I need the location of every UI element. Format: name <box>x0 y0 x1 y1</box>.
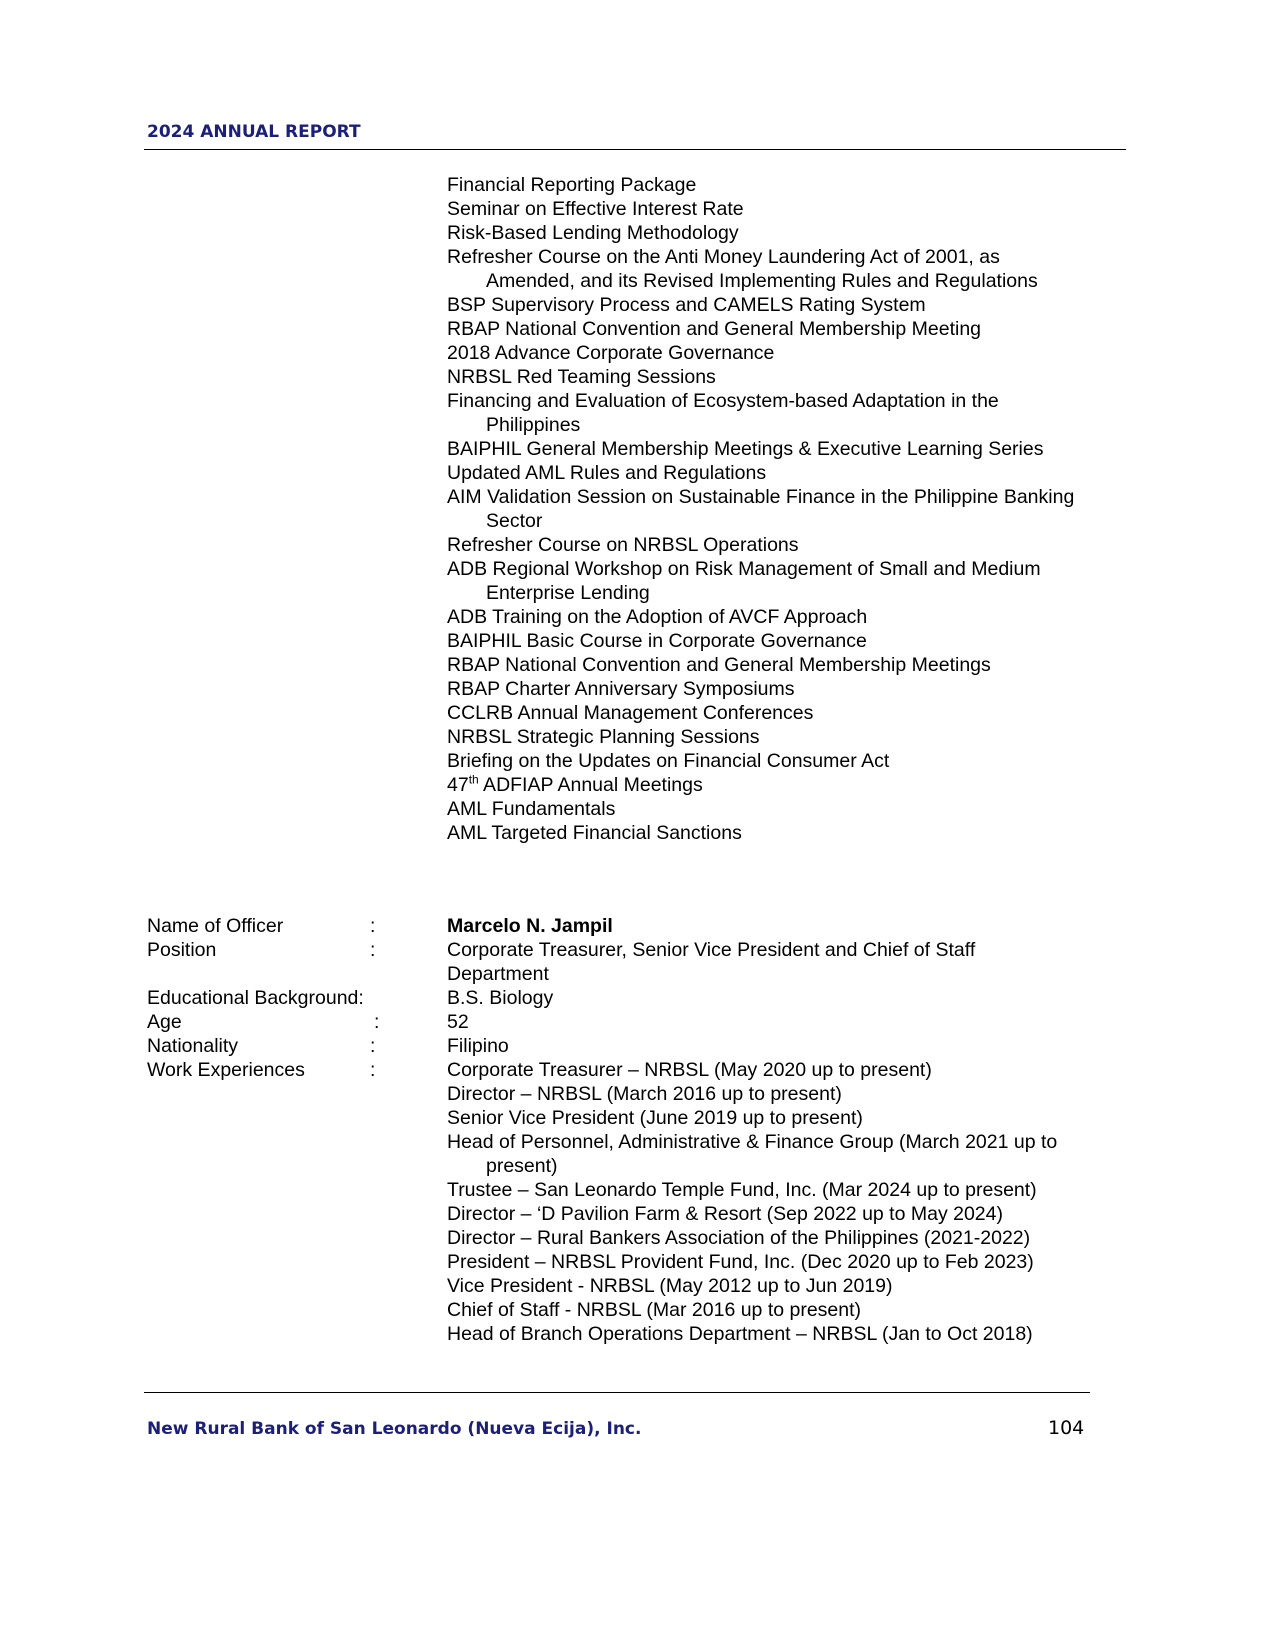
age-value: 52 <box>447 1011 469 1033</box>
list-item <box>447 365 1147 389</box>
officer-name-row <box>147 914 1147 938</box>
list-item <box>447 173 1147 197</box>
list-item-text: Senior Vice President (June 2019 up to present) <box>447 1107 863 1129</box>
report-header-title: 2024 ANNUAL REPORT <box>147 122 361 142</box>
list-item <box>447 341 1147 365</box>
list-item-text: ADB Training on the Adoption of AVCF Approach <box>447 606 868 628</box>
list-item <box>447 557 1147 605</box>
list-item <box>447 389 1147 437</box>
officer-profile <box>147 914 1147 1082</box>
list-item-text: RBAP National Convention and General Membership Meeting <box>447 318 982 340</box>
list-item-text: Updated AML Rules and Regulations <box>447 462 767 484</box>
work-label: Work Experiences <box>147 1059 305 1081</box>
page-number: 104 <box>1048 1417 1085 1439</box>
education-label: Educational Background: <box>147 987 364 1009</box>
education-row <box>147 986 1147 1010</box>
header-rule <box>144 149 1126 150</box>
list-item-text: Director – NRBSL (March 2016 up to present) <box>447 1083 842 1105</box>
list-item-text: Director – Rural Bankers Association of the Philippines (2021-2022) <box>447 1227 1031 1249</box>
list-item-text: BAIPHIL Basic Course in Corporate Governance <box>447 630 867 652</box>
list-item-text: Head of Personnel, Administrative & Finance Group (March 2021 up to <box>447 1131 1058 1153</box>
list-item-continuation: Philippines <box>486 414 581 436</box>
list-item <box>447 437 1147 461</box>
education-colon-spacer <box>370 986 447 1010</box>
list-item <box>447 221 1147 245</box>
position-label: Position <box>147 939 217 961</box>
list-item-text: Head of Branch Operations Department – NRBSL (Jan to Oct 2018) <box>447 1323 1033 1345</box>
nationality-colon: : <box>370 1035 376 1057</box>
list-item-text: Risk-Based Lending Methodology <box>447 222 739 244</box>
list-item-text: CCLRB Annual Management Conferences <box>447 702 814 724</box>
list-item-text: AML Fundamentals <box>447 798 616 820</box>
training-list <box>447 173 1147 845</box>
list-item-text: Director – ‘D Pavilion Farm & Resort (Sep 2022 up to May 2024) <box>447 1203 1003 1225</box>
list-item <box>447 1250 1147 1274</box>
ordinal-suffix: th <box>468 772 479 787</box>
list-item <box>447 1202 1147 1226</box>
adfiap-text: ADFIAP Annual Meetings <box>478 774 703 796</box>
list-item <box>447 629 1147 653</box>
list-item <box>447 821 1147 845</box>
list-item-text: Briefing on the Updates on Financial Consumer Act <box>447 750 890 772</box>
list-item-continuation: Sector <box>486 510 543 532</box>
list-item-text: Financing and Evaluation of Ecosystem-based Adaptation in the <box>447 390 999 412</box>
list-item-continuation: Amended, and its Revised Implementing Rules and Regulations <box>486 270 1038 292</box>
list-item <box>447 1178 1147 1202</box>
name-colon: : <box>370 915 376 937</box>
work-colon: : <box>370 1059 376 1081</box>
education-value: B.S. Biology <box>447 987 554 1009</box>
list-item <box>447 461 1147 485</box>
position-colon: : <box>370 939 376 961</box>
nationality-row <box>147 1034 1147 1058</box>
list-item <box>447 1274 1147 1298</box>
list-item-text: BAIPHIL General Membership Meetings & Executive Learning Series <box>447 438 1044 460</box>
list-item <box>447 701 1147 725</box>
footer-bank-name: New Rural Bank of San Leonardo (Nueva Ecija), Inc. <box>147 1419 642 1439</box>
list-item <box>447 197 1147 221</box>
list-item <box>447 797 1147 821</box>
list-item-text: Vice President - NRBSL (May 2012 up to Jun 2019) <box>447 1275 893 1297</box>
list-item <box>447 653 1147 677</box>
position-line-1: Corporate Treasurer, Senior Vice President and Chief of Staff <box>447 939 976 961</box>
list-item <box>447 245 1147 293</box>
list-item <box>447 533 1147 557</box>
list-item <box>447 773 1147 797</box>
list-item <box>447 1082 1147 1106</box>
footer-rule <box>144 1392 1090 1393</box>
adfiap-number: 47 <box>447 774 469 796</box>
list-item-text: 2018 Advance Corporate Governance <box>447 342 775 364</box>
list-item <box>447 677 1147 701</box>
list-item <box>447 1106 1147 1130</box>
list-item-text: Refresher Course on NRBSL Operations <box>447 534 799 556</box>
list-item-text: Refresher Course on the Anti Money Laundering Act of 2001, as <box>447 246 1000 268</box>
list-item-text: Corporate Treasurer – NRBSL (May 2020 up to present) <box>447 1059 932 1081</box>
age-label: Age <box>147 1011 182 1033</box>
name-label: Name of Officer <box>147 915 284 937</box>
list-item <box>447 485 1147 533</box>
list-item-text: NRBSL Strategic Planning Sessions <box>447 726 760 748</box>
age-colon: : <box>374 1011 380 1033</box>
list-item-text: AML Targeted Financial Sanctions <box>447 822 742 844</box>
list-item-text: AIM Validation Session on Sustainable Finance in the Philippine Banking <box>447 486 1075 508</box>
position-line-2: Department <box>447 963 549 985</box>
officer-name: Marcelo N. Jampil <box>447 915 613 937</box>
list-item-text: BSP Supervisory Process and CAMELS Rating System <box>447 294 926 316</box>
list-item-text: RBAP Charter Anniversary Symposiums <box>447 678 795 700</box>
nationality-label: Nationality <box>147 1035 239 1057</box>
list-item-text: Chief of Staff - NRBSL (Mar 2016 up to present) <box>447 1299 862 1321</box>
list-item <box>447 317 1147 341</box>
position-row <box>147 938 1147 986</box>
list-item-continuation: Enterprise Lending <box>486 582 650 604</box>
work-experience-list <box>447 1058 1147 1346</box>
list-item-text: President – NRBSL Provident Fund, Inc. (Dec 2020 up to Feb 2023) <box>447 1251 1034 1273</box>
list-item <box>447 1298 1147 1322</box>
list-item <box>447 605 1147 629</box>
list-item <box>447 1226 1147 1250</box>
age-row <box>147 1010 1147 1034</box>
list-item-text: NRBSL Red Teaming Sessions <box>447 366 716 388</box>
list-item-text: Financial Reporting Package <box>447 174 697 196</box>
list-item <box>447 725 1147 749</box>
list-item-continuation: present) <box>486 1155 558 1177</box>
list-item-text: Trustee – San Leonardo Temple Fund, Inc. (Mar 2024 up to present) <box>447 1179 1037 1201</box>
list-item-text: ADB Regional Workshop on Risk Management of Small and Medium <box>447 558 1041 580</box>
list-item <box>447 1322 1147 1346</box>
list-item-text: Seminar on Effective Interest Rate <box>447 198 744 220</box>
list-item <box>447 293 1147 317</box>
position-value <box>447 938 1147 986</box>
list-item <box>447 1058 1147 1082</box>
list-item-text: RBAP National Convention and General Membership Meetings <box>447 654 991 676</box>
list-item <box>447 749 1147 773</box>
nationality-value: Filipino <box>447 1035 509 1057</box>
list-item <box>447 1130 1147 1178</box>
